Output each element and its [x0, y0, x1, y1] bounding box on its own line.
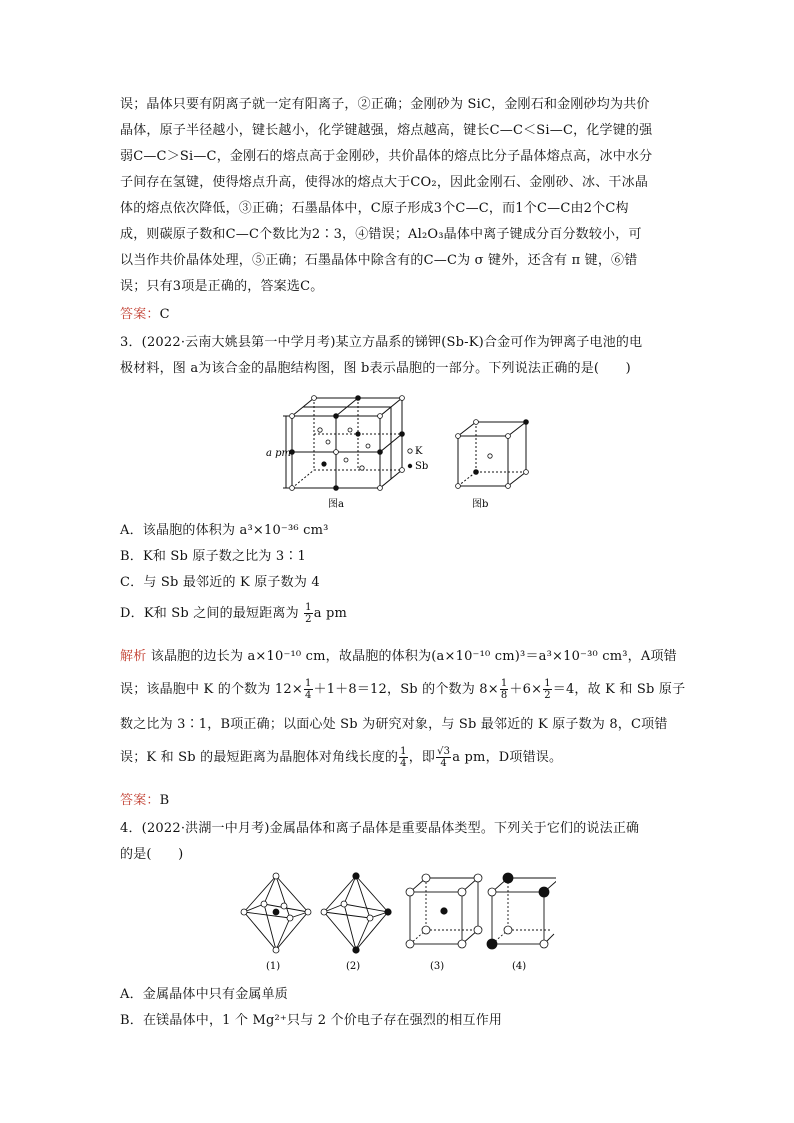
text-line: 成，则碳原子数和C—C个数比为2∶3，④错误；Al₂O₃晶体中离子键成分百分数较小，可: [120, 227, 642, 242]
caption-3: (3): [430, 961, 445, 972]
answer-value: B: [159, 793, 170, 808]
legend-k: K: [415, 446, 423, 457]
fraction: $\frac{1}{2}$: [305, 602, 312, 625]
text-line: 以当作共价晶体处理，⑤正确；石墨晶体中除含有的C—C为 σ 键外，还含有 π 键，⑥错: [120, 253, 638, 268]
caption-4: (4): [512, 961, 527, 972]
question-stem: 的是( ): [120, 847, 184, 862]
octahedron-2: [324, 876, 388, 950]
fraction: $\frac{1}{4}$: [304, 678, 312, 701]
q2-answer: [120, 306, 680, 324]
question-stem: 极材料，图 a为该合金的晶胞结构图，图 b表示晶胞的一部分。下列说法正确的是( ): [120, 361, 631, 376]
caption-a: 图a: [328, 499, 344, 510]
crystal-figure-q4: [236, 870, 556, 974]
question-stem: 4．(2022·洪湖一中月考)金属晶体和离子晶体是重要晶体类型。下列关于它们的说法正确: [120, 821, 640, 836]
legend-sb-marker: [408, 464, 412, 468]
text-line: 晶体，原子半径越小，键长越小，化学键越强，熔点越高，键长C—C＜Si—C，化学键的强: [120, 123, 653, 138]
legend-sb: Sb: [415, 461, 429, 472]
unit-cell-diagram-b: [458, 422, 526, 486]
fraction: $\frac{1}{8}$: [500, 678, 508, 701]
legend-k-marker: [408, 449, 412, 453]
option-d: D．K和 Sb 之间的最短距离为 $\frac{1}{2}$ a pm: [120, 602, 348, 625]
crystal-figure-q3: [258, 390, 538, 512]
text-line: 误；晶体只要有阴离子就一定有阳离子，②正确；金刚砂为 SiC，金刚石和金刚砂均为共价: [120, 97, 650, 112]
fraction: $\frac{1}{4}$: [400, 746, 407, 769]
lattice-label: a pm: [266, 448, 292, 459]
atoms-4: [487, 873, 549, 949]
answer-value: C: [159, 307, 170, 322]
text-line: 体的熔点依次降低，③正确；石墨晶体中，C原子形成3个C—C，而1个C—C由2个C构: [120, 201, 629, 216]
analysis-line: 误；K 和 Sb 的最短距离为晶胞体对角线长度的 $\frac{1}{4}$ ，即 $\frac{√3}{4}$ a pm，D项错误。: [120, 746, 563, 769]
analysis-line: 解析 该晶胞的边长为 a×10⁻¹⁰ cm，故晶胞的体积为(a×10⁻¹⁰ cm)³＝a³×10⁻³⁰ cm³，A项错: [120, 649, 677, 664]
text-line: 子间存在氢键，使得熔点升高，使得冰的熔点大于CO₂，因此金刚石、金刚砂、冰、干冰晶: [120, 175, 649, 190]
caption-2: (2): [346, 961, 361, 972]
caption-1: (1): [266, 961, 281, 972]
option-c: C．与 Sb 最邻近的 K 原子数为 4: [120, 575, 320, 590]
analysis-line: 误；该晶胞中 K 的个数为 12× $\frac{1}{4}$ ＋1＋8＝12，Sb 的个数为 8× $\frac{1}{8}$ ＋6× $\frac{1}{2}$ ＝4，故 K 和 Sb 原子: [120, 678, 686, 701]
text-line: 误；只有3项是正确的，答案选C。: [120, 279, 324, 294]
q3-answer: [120, 792, 680, 810]
option-b: B．K和 Sb 原子数之比为 3∶1: [120, 549, 307, 564]
fraction: $\frac{√3}{4}$: [437, 746, 451, 769]
answer-label: 答案：: [120, 307, 160, 322]
caption-b: 图b: [472, 499, 489, 510]
option-a: A．该晶胞的体积为 a³×10⁻³⁶ cm³: [120, 523, 329, 538]
question-stem: 3．(2022·云南大姚县第一中学月考)某立方晶系的锑钾(Sb-K)合金可作为钾离子电池的电: [120, 335, 643, 350]
text-line: 弱C—C＞Si—C，金刚石的熔点高于金刚砂，共价晶体的熔点比分子晶体熔点高，冰中水分: [120, 149, 653, 164]
option-a: A．金属晶体中只有金属单质: [120, 987, 288, 1002]
fraction: $\frac{1}{2}$: [544, 678, 551, 701]
answer-label: 答案：: [120, 793, 160, 808]
analysis-line: 数之比为 3∶1，B项正确；以面心处 Sb 为研究对象，与 Sb 最邻近的 K 原子数为 8，C项错: [120, 717, 668, 732]
option-b: B．在镁晶体中，1 个 Mg²⁺只与 2 个价电子存在强烈的相互作用: [120, 1013, 503, 1028]
analysis-label: 解析: [120, 649, 147, 664]
unit-cell-diagram-a: [283, 398, 402, 488]
